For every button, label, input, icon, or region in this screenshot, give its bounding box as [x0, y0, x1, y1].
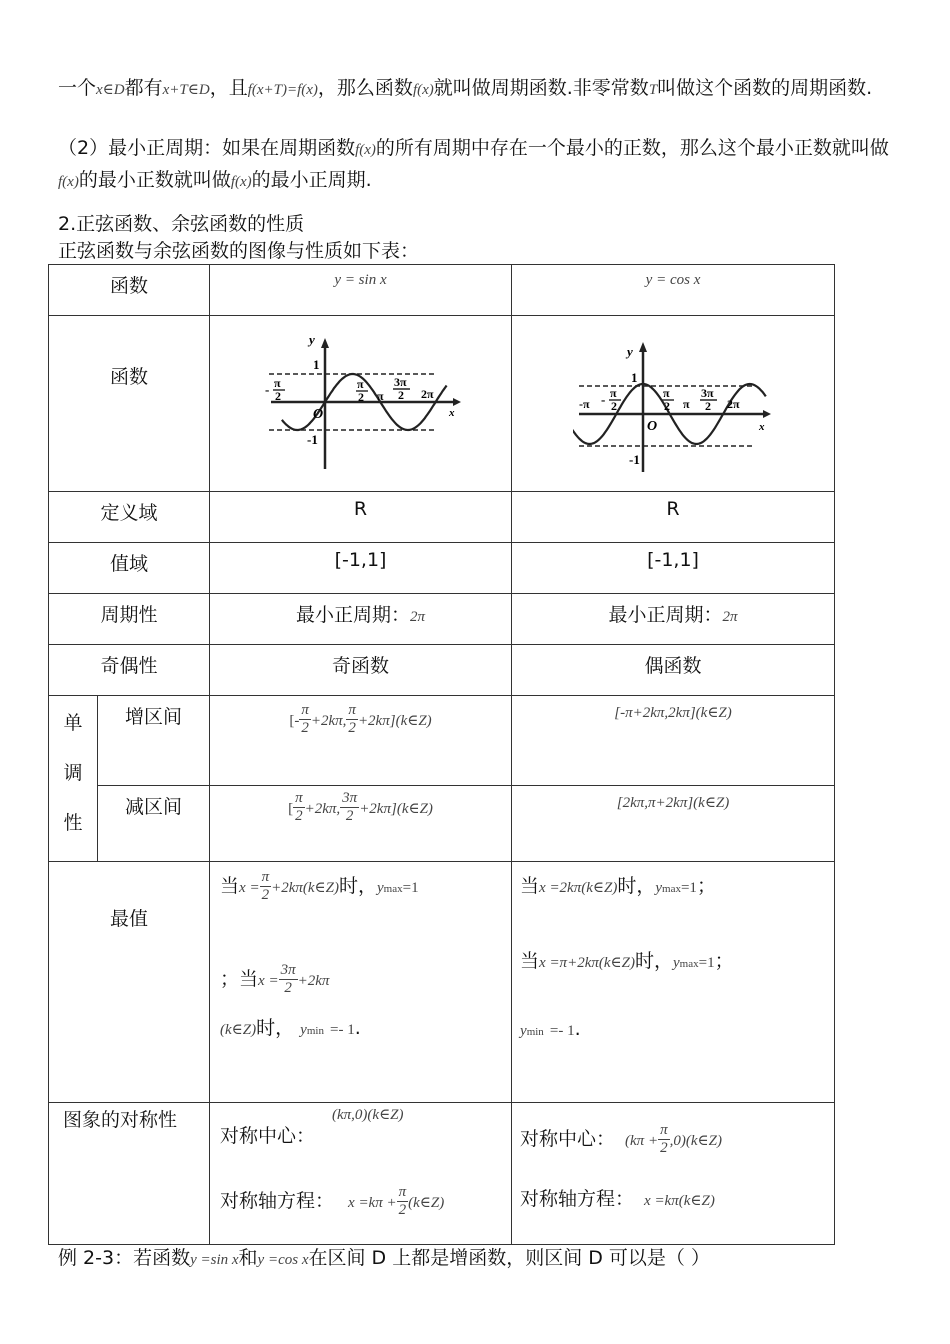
period-value: 2π — [722, 609, 738, 625]
math: +2kπ, — [310, 713, 347, 729]
text: ，那么函数 — [317, 77, 413, 99]
math: x =kπ + — [348, 1195, 397, 1211]
two-pi-label: 2π — [727, 396, 740, 411]
row-function — [49, 265, 835, 316]
neg-one-label: -1 — [306, 431, 318, 447]
text: 的最小正周期. — [251, 169, 372, 191]
row-increasing — [49, 696, 835, 786]
y-label: y — [627, 343, 633, 359]
sin-min-value — [220, 1013, 511, 1046]
math: x =kπ(k∈Z) — [644, 1193, 715, 1209]
den: 2 — [295, 808, 303, 824]
subscript: max — [383, 883, 403, 895]
y-axis-arrow — [639, 342, 647, 352]
sin-decreasing — [210, 786, 512, 862]
den: 2 — [398, 1202, 407, 1218]
text: 的所有周期中存在一个最小的正数，那么这个最小正数就叫做 — [375, 137, 889, 159]
math: f(x) — [355, 142, 376, 158]
math: x = — [239, 880, 260, 896]
cos-max-line — [520, 866, 834, 909]
text: 例 2-3：若函数 — [58, 1247, 191, 1269]
three-pi-half-num: 3π — [701, 385, 714, 400]
math: x+T∈D — [162, 82, 210, 98]
label-graph: 函数 — [49, 316, 210, 492]
label-range: 值域 — [49, 543, 210, 594]
axis-label: 对称轴方程： — [220, 1190, 335, 1212]
math: y =sin x — [190, 1252, 239, 1268]
label-period: 周期性 — [49, 594, 210, 645]
example-line — [58, 1244, 898, 1274]
math: x =2kπ(k∈Z) — [539, 880, 618, 896]
num: π — [398, 1184, 407, 1200]
cos-graph — [573, 334, 773, 474]
num: π — [301, 702, 309, 718]
text: 就叫做周期函数.非零常数 — [433, 77, 649, 99]
intro-paragraph-1 — [58, 73, 898, 105]
num: π — [348, 702, 356, 718]
math: [-π+2kπ,2kπ](k∈Z) — [614, 705, 732, 721]
math: (kπ,0)(k∈Z) — [332, 1107, 404, 1123]
label-symmetry: 图象的对称性 — [49, 1103, 210, 1245]
fraction — [299, 702, 311, 737]
axis-label: 对称轴方程： — [520, 1188, 635, 1210]
math: +2kπ, — [304, 801, 341, 817]
sin-max-line — [220, 866, 511, 909]
center-label: 对称中心： — [220, 1125, 316, 1147]
math: f(x+T)=f(x) — [247, 82, 318, 98]
cos-max-line-2 — [520, 941, 834, 984]
three-pi-half-den: 2 — [397, 387, 404, 402]
den: 2 — [301, 720, 309, 736]
text: 时， — [634, 950, 673, 972]
label-function: 函数 — [49, 265, 210, 316]
label-monotonic — [49, 696, 98, 862]
label-extremes: 最值 — [49, 862, 210, 1103]
math: ,0)(k∈Z) — [669, 1133, 722, 1149]
period-label: 最小正周期： — [296, 604, 411, 626]
num: π — [261, 869, 270, 885]
den: 2 — [261, 887, 270, 903]
text: ； — [714, 950, 734, 972]
neg-pi-label: -π — [579, 396, 590, 411]
two-pi-label: 2π — [420, 386, 434, 401]
math: f(x) — [58, 174, 79, 190]
period-label: 最小正周期： — [608, 604, 723, 626]
neg-sign: - — [601, 391, 606, 407]
y-axis-arrow — [321, 338, 329, 348]
math: T — [648, 82, 658, 98]
period-value: 2π — [410, 609, 426, 625]
x-label: x — [759, 420, 765, 433]
pi-label: π — [683, 396, 690, 411]
neg-one-label: -1 — [629, 451, 640, 467]
math: y =cos x — [257, 1252, 309, 1268]
three-pi-half-den: 2 — [705, 398, 712, 413]
cos-graph-cell — [512, 316, 835, 492]
cos-range: [-1,1] — [512, 543, 835, 594]
sin-symmetry — [210, 1103, 512, 1245]
sin-domain: R — [210, 492, 512, 543]
text: 都有 — [124, 77, 163, 99]
math: =- 1 — [549, 1023, 575, 1039]
pi-half-den: 2 — [664, 398, 671, 413]
text: 和 — [238, 1247, 258, 1269]
math: (k∈Z) — [408, 1195, 445, 1211]
pi-half-num: π — [663, 385, 670, 400]
text: 的最小正数就叫做 — [78, 169, 231, 191]
fraction — [279, 962, 298, 997]
row-period — [49, 594, 835, 645]
neg-pi-half-num: π — [610, 385, 617, 400]
sin-min-line — [220, 959, 511, 1001]
sin-period — [210, 594, 512, 645]
text: ；当 — [220, 968, 259, 990]
cos-name — [512, 265, 835, 316]
sin-extremes — [210, 862, 512, 1103]
sin-graph — [261, 334, 461, 474]
subscript: max — [679, 958, 699, 970]
text: . — [354, 1017, 361, 1039]
cos-domain: R — [512, 492, 835, 543]
sin-graph-cell — [210, 316, 512, 492]
math: y — [520, 1023, 527, 1039]
math: +2kπ — [297, 973, 330, 989]
pi-half-den: 2 — [357, 389, 364, 404]
text: 叫做这个函数的周期函数. — [657, 77, 873, 99]
label-parity: 奇偶性 — [49, 645, 210, 696]
sin-formula: y = sin x — [334, 272, 387, 288]
fraction — [658, 1122, 670, 1157]
math: =1 — [680, 880, 697, 896]
mono-char: 调 — [63, 762, 83, 784]
subscript: max — [662, 883, 681, 895]
pi-half-num: π — [356, 376, 364, 391]
fraction — [293, 790, 305, 825]
section-heading: 2.正弦函数、余弦函数的性质 — [58, 213, 305, 235]
row-extremes — [49, 862, 835, 1103]
math: x = — [258, 973, 279, 989]
text: 一个 — [58, 77, 97, 99]
sin-increasing — [210, 696, 512, 786]
y-label: y — [308, 333, 315, 347]
cos-extremes — [512, 862, 835, 1103]
math: +2kπ](k∈Z) — [359, 801, 433, 817]
text: ，且 — [209, 77, 248, 99]
x-axis-arrow — [763, 410, 771, 418]
text: 在区间 D 上都是增函数，则区间 D 可以是（ ） — [308, 1247, 710, 1269]
cos-min-value — [520, 1014, 834, 1047]
row-parity — [49, 645, 835, 696]
text: 当 — [220, 875, 240, 897]
one-label: 1 — [312, 356, 320, 372]
fraction — [346, 702, 358, 737]
text: 当 — [520, 950, 540, 972]
math: f(x) — [412, 82, 434, 98]
text: . — [574, 1018, 581, 1040]
text: 时， — [617, 875, 656, 897]
label-decreasing: 减区间 — [98, 786, 210, 862]
row-decreasing — [49, 786, 835, 862]
cos-increasing — [512, 696, 835, 786]
den: 2 — [660, 1140, 668, 1156]
center-label: 对称中心： — [520, 1128, 616, 1150]
den: 2 — [345, 808, 354, 824]
num: π — [660, 1122, 668, 1138]
den: 2 — [348, 720, 356, 736]
intro-paragraph-2 — [58, 133, 898, 197]
cos-axis — [520, 1179, 834, 1221]
cos-formula: y = cos x — [645, 272, 701, 288]
cos-period — [512, 594, 835, 645]
neg-pi-half-den: 2 — [611, 398, 618, 413]
math: [ — [288, 801, 294, 817]
text: ； — [696, 875, 716, 897]
math: y — [655, 880, 663, 896]
one-label: 1 — [631, 369, 638, 385]
sin-center — [220, 1103, 511, 1173]
row-symmetry — [49, 1103, 835, 1245]
sin-parity: 奇函数 — [210, 645, 512, 696]
math: (k∈Z) — [220, 1022, 257, 1038]
label-increasing: 增区间 — [98, 696, 210, 786]
x-label: x — [448, 406, 455, 419]
math: =1 — [402, 880, 419, 896]
text: （2）最小正周期：如果在周期函数 — [58, 137, 356, 159]
cos-decreasing — [512, 786, 835, 862]
subscript: min — [306, 1025, 324, 1037]
math: (kπ + — [625, 1133, 659, 1149]
row-graph — [49, 316, 835, 492]
num: 3π — [342, 790, 358, 806]
text: 当 — [520, 875, 540, 897]
neg-pi-half-num: π — [273, 375, 281, 390]
origin-label: O — [312, 406, 323, 422]
pi-label: π — [376, 388, 384, 403]
math: y — [672, 955, 680, 971]
sin-range: [-1,1] — [210, 543, 512, 594]
subscript: min — [526, 1026, 544, 1038]
math: x =π+2kπ(k∈Z) — [539, 955, 635, 971]
num: π — [295, 790, 303, 806]
cos-parity: 偶函数 — [512, 645, 835, 696]
math: =- 1 — [330, 1022, 355, 1038]
sin-name — [210, 265, 512, 316]
num: 3π — [280, 962, 296, 978]
section-subheading: 正弦函数与余弦函数的图像与性质如下表： — [58, 240, 420, 262]
row-domain — [49, 492, 835, 543]
math: y — [376, 880, 384, 896]
origin-label: O — [647, 418, 658, 434]
math: f(x) — [230, 174, 252, 190]
cos-center — [520, 1119, 834, 1161]
math: y — [300, 1022, 307, 1038]
neg-sign: - — [264, 381, 269, 397]
den: 2 — [284, 980, 292, 996]
cos-symmetry — [512, 1103, 835, 1245]
math: +2kπ](k∈Z) — [357, 713, 432, 729]
text: 时， — [338, 875, 377, 897]
fraction — [340, 790, 359, 825]
neg-pi-half-den: 2 — [274, 388, 281, 403]
label-domain: 定义域 — [49, 492, 210, 543]
fraction — [397, 1184, 409, 1219]
row-range — [49, 543, 835, 594]
three-pi-half-num: 3π — [393, 374, 407, 389]
math: x∈D — [96, 82, 125, 98]
fraction — [260, 869, 272, 904]
mono-char: 性 — [63, 812, 83, 834]
properties-table — [48, 264, 835, 1245]
text: 时， — [256, 1017, 295, 1039]
math: +2kπ(k∈Z) — [271, 880, 339, 896]
mono-char: 单 — [63, 712, 83, 734]
x-axis-arrow — [453, 398, 461, 406]
math: =1 — [698, 955, 715, 971]
sin-axis — [220, 1181, 511, 1223]
math: [- — [289, 713, 300, 729]
math: [2kπ,π+2kπ](k∈Z) — [616, 795, 730, 811]
